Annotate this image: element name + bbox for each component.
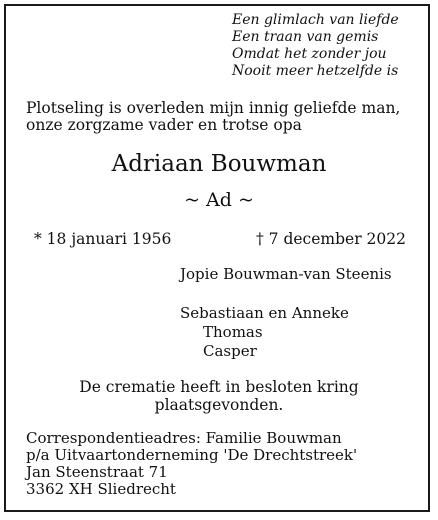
death-date: † 7 december 2022 [256, 230, 406, 248]
correspondence-line: 3362 XH Sliedrecht [26, 480, 176, 498]
family-list [180, 304, 349, 361]
correspondence-address [26, 430, 357, 498]
cremation-line: plaatsgevonden. [154, 396, 284, 414]
birth-date: * 18 januari 1956 [34, 230, 172, 248]
deceased-name: Adriaan Bouwman [111, 151, 327, 177]
poem-line: Nooit meer hetzelfde is [232, 63, 399, 79]
intro-line: Plotseling is overleden mijn innig geliefde man, [26, 99, 401, 117]
intro-text [26, 100, 400, 134]
correspondence-line: p/a Uitvaartonderneming 'De Drechtstreek' [26, 446, 358, 464]
cremation-notice [0, 378, 438, 414]
poem [232, 12, 399, 80]
family-member: Thomas [203, 323, 263, 341]
poem-line: Een traan van gemis [232, 29, 379, 45]
poem-line: Een glimlach van liefde [232, 12, 399, 28]
deceased-nickname: ~ Ad ~ [184, 189, 254, 211]
correspondence-line: Correspondentieadres: Familie Bouwman [26, 429, 342, 447]
poem-line: Omdat het zonder jou [232, 46, 387, 62]
spouse-name: Jopie Bouwman-van Steenis [180, 265, 392, 283]
cremation-line: De crematie heeft in besloten kring [79, 378, 359, 396]
correspondence-line: Jan Steenstraat 71 [26, 463, 168, 481]
family-member: Casper [203, 342, 257, 360]
intro-line: onze zorgzame vader en trotse opa [26, 116, 302, 134]
family-member: Sebastiaan en Anneke [180, 304, 349, 322]
